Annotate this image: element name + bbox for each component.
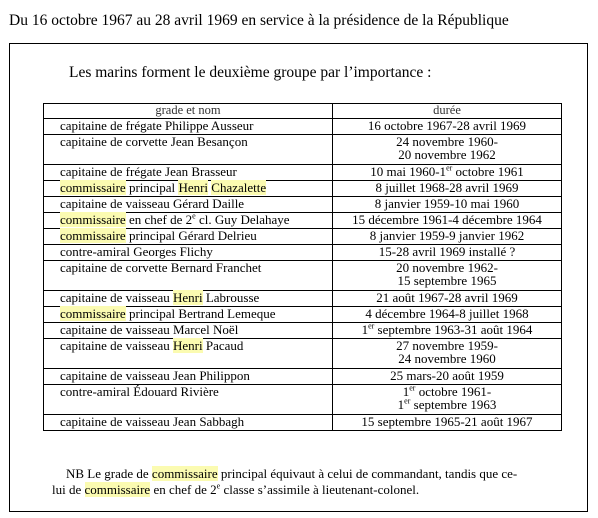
highlighted-term: commissaire xyxy=(151,466,218,481)
highlighted-term: commissaire xyxy=(60,228,126,243)
duree-line: 24 novembre 1960- xyxy=(396,134,498,149)
duree-line: 1er septembre 1963 xyxy=(397,396,497,412)
duree-cell xyxy=(333,135,562,165)
table-row xyxy=(44,261,562,291)
duree-cell xyxy=(333,323,562,339)
duree-line: 8 janvier 1959-9 janvier 1962 xyxy=(369,228,525,243)
grade-name-cell: capitaine de vaisseau Henri Labrousse xyxy=(44,291,333,307)
duree-line: 8 janvier 1959-10 mai 1960 xyxy=(374,196,520,211)
duree-cell xyxy=(333,165,562,181)
duree-cell xyxy=(333,229,562,245)
duree-cell xyxy=(333,415,562,431)
table-row xyxy=(44,415,562,431)
duree-line: 25 mars-20 août 1959 xyxy=(390,368,504,383)
table-row xyxy=(44,119,562,135)
grade-name-cell: commissaire principal Bertrand Lemeque xyxy=(44,307,333,323)
duree-cell xyxy=(333,291,562,307)
duree-cell xyxy=(333,369,562,385)
table-row xyxy=(44,213,562,229)
duree-line: 21 août 1967-28 avril 1969 xyxy=(376,290,518,305)
duree-line: 24 novembre 1960 xyxy=(398,351,496,366)
duree-cell xyxy=(333,307,562,323)
grade-name-cell: capitaine de corvette Bernard Franchet xyxy=(44,261,333,291)
table-row xyxy=(44,291,562,307)
highlighted-term: commissaire xyxy=(60,306,126,321)
duree-line: 1er octobre 1961- xyxy=(402,383,492,399)
duree-line: 15 septembre 1965 xyxy=(397,273,497,288)
duree-line: 20 novembre 1962 xyxy=(398,147,496,162)
page-header: Du 16 octobre 1967 au 28 avril 1969 en service à la présidence de la République xyxy=(9,12,509,29)
duree-cell xyxy=(333,261,562,291)
duree-line: 4 décembre 1964-8 juillet 1968 xyxy=(365,306,529,321)
duree-line: 8 juillet 1968-28 avril 1969 xyxy=(375,180,519,195)
duree-line: 15 septembre 1965-21 août 1967 xyxy=(361,414,533,429)
intro-text: Les marins forment le deuxième groupe par l’importance : xyxy=(69,64,432,81)
footnote xyxy=(52,466,566,498)
duree-cell xyxy=(333,119,562,135)
table-row xyxy=(44,197,562,213)
table-row xyxy=(44,135,562,165)
highlighted-term: Henri xyxy=(172,338,203,353)
grade-name-cell: commissaire principal Henri Chazalette xyxy=(44,181,333,197)
table-body xyxy=(44,119,562,431)
grade-name-cell: capitaine de vaisseau Marcel Noël xyxy=(44,323,333,339)
table-header-row xyxy=(44,104,562,119)
duree-line: 10 mai 1960-1er octobre 1961 xyxy=(370,163,524,179)
duree-line: 15 décembre 1961-4 décembre 1964 xyxy=(352,212,542,227)
column-header-duree: durée xyxy=(333,104,562,119)
table-row xyxy=(44,369,562,385)
table-row xyxy=(44,181,562,197)
duree-cell xyxy=(333,339,562,369)
duree-line: 27 novembre 1959- xyxy=(396,338,498,353)
table-row xyxy=(44,307,562,323)
duree-cell xyxy=(333,385,562,415)
column-header-grade: grade et nom xyxy=(44,104,333,119)
grade-name-cell: capitaine de corvette Jean Besançon xyxy=(44,135,333,165)
grade-name-cell: capitaine de frégate Jean Brasseur xyxy=(44,165,333,181)
duree-cell xyxy=(333,245,562,261)
personnel-table xyxy=(43,103,562,431)
duree-line: 16 octobre 1967-28 avril 1969 xyxy=(367,118,527,133)
grade-name-cell: contre-amiral Georges Flichy xyxy=(44,245,333,261)
duree-line: 20 novembre 1962- xyxy=(396,260,498,275)
grade-name-cell: capitaine de vaisseau Gérard Daille xyxy=(44,197,333,213)
table-row xyxy=(44,245,562,261)
highlighted-term: Henri xyxy=(178,180,209,195)
table-row xyxy=(44,229,562,245)
table-row xyxy=(44,385,562,415)
duree-line: 15-28 avril 1969 installé ? xyxy=(378,244,516,259)
grade-name-cell: capitaine de vaisseau Jean Philippon xyxy=(44,369,333,385)
grade-name-cell: capitaine de vaisseau Henri Pacaud xyxy=(44,339,333,369)
duree-line: 1er septembre 1963-31 août 1964 xyxy=(361,321,533,337)
highlighted-term: commissaire xyxy=(60,212,126,227)
duree-cell xyxy=(333,197,562,213)
grade-name-cell: commissaire principal Gérard Delrieu xyxy=(44,229,333,245)
duree-cell xyxy=(333,213,562,229)
table-row xyxy=(44,339,562,369)
highlighted-term: commissaire xyxy=(84,482,151,497)
grade-name-cell: contre-amiral Édouard Rivière xyxy=(44,385,333,415)
grade-name-cell: commissaire en chef de 2e cl. Guy Delahaye xyxy=(44,213,333,229)
highlighted-term: Chazalette xyxy=(211,180,267,195)
table-row xyxy=(44,165,562,181)
highlighted-term: Henri xyxy=(172,290,203,305)
footnote-line-1: NB Le grade de commissaire principal équivaut à celui de commandant, tandis que ce- xyxy=(66,466,518,481)
grade-name-cell: capitaine de vaisseau Jean Sabbagh xyxy=(44,415,333,431)
table-row xyxy=(44,323,562,339)
highlighted-term: commissaire xyxy=(60,180,126,195)
footnote-line-2: lui de commissaire en chef de 2e classe s’assimile à lieutenant-colonel. xyxy=(52,481,420,497)
grade-name-cell: capitaine de frégate Philippe Ausseur xyxy=(44,119,333,135)
duree-cell xyxy=(333,181,562,197)
